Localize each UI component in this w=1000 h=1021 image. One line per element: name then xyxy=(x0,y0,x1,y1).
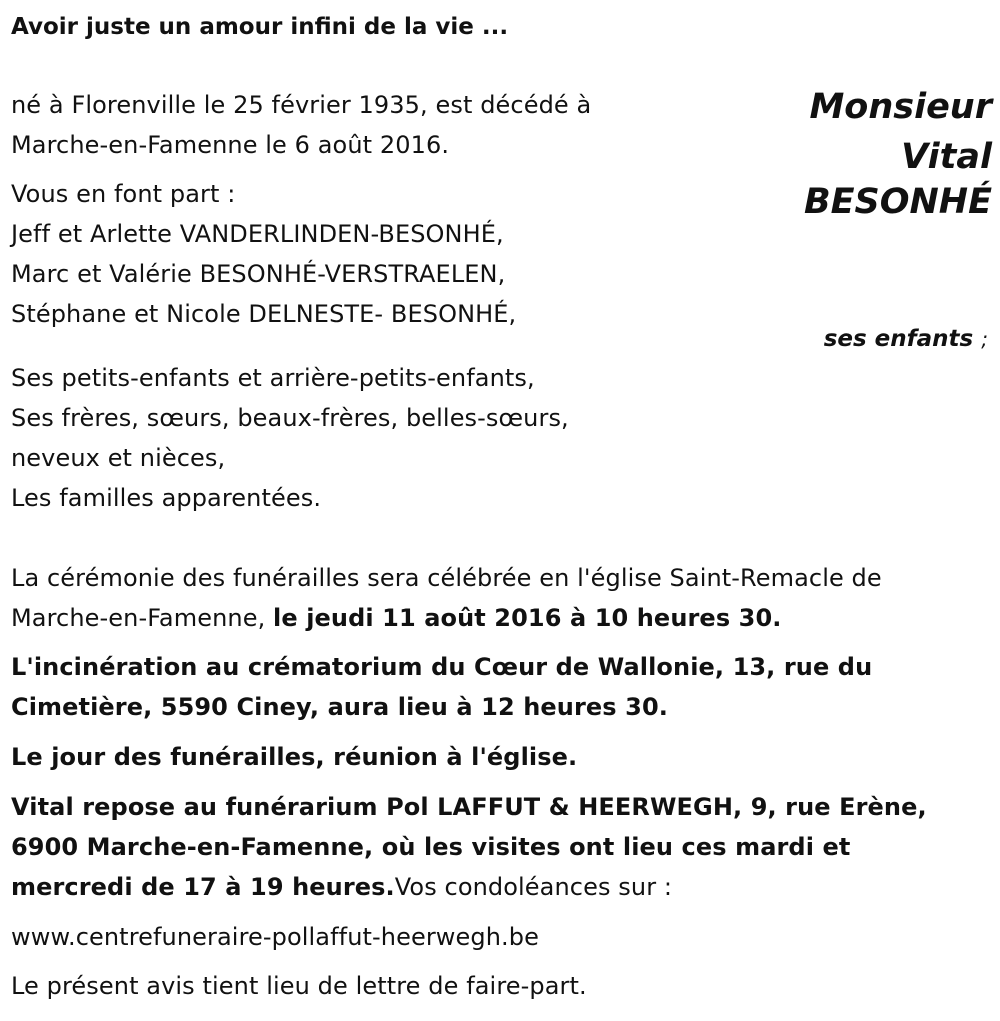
deceased-title: Monsieur xyxy=(809,87,992,127)
deceased-last-name: BESONHÉ xyxy=(803,182,992,222)
viewing-line-2: 6900 Marche-en-Famenne, où les visites ont lieu ces mardi et xyxy=(11,833,851,861)
ceremony-line-2 xyxy=(11,598,781,638)
viewing-line-1: Vital repose au funérarium Pol LAFFUT & HEERWEGH, 9, rue Erène, xyxy=(11,793,927,821)
viewing-line-3 xyxy=(11,867,672,907)
children-role-text: ses enfants xyxy=(823,326,974,352)
family-entry-4: Les familles apparentées. xyxy=(11,484,322,512)
child-entry-1: Jeff et Arlette VANDERLINDEN-BESONHÉ, xyxy=(11,220,504,248)
family-entry-1: Ses petits-enfants et arrière-petits-enfants, xyxy=(11,364,535,392)
ceremony-date: le jeudi 11 août 2016 à 10 heures 30. xyxy=(273,604,782,632)
viewing-hours: mercredi de 17 à 19 heures. xyxy=(11,873,395,901)
family-entry-3: neveux et nièces, xyxy=(11,444,226,472)
meeting-note: Le jour des funérailles, réunion à l'église. xyxy=(11,743,578,771)
announcement-intro: Vous en font part : xyxy=(11,180,236,208)
cremation-line-2: Cimetière, 5590 Ciney, aura lieu à 12 heures 30. xyxy=(11,693,668,721)
notice-heading: Avoir juste un amour infini de la vie ... xyxy=(11,14,509,40)
child-entry-3: Stéphane et Nicole DELNESTE- BESONHÉ, xyxy=(11,300,517,328)
closing-note: Le présent avis tient lieu de lettre de faire-part. xyxy=(11,972,587,1000)
ceremony-place: Marche-en-Famenne, xyxy=(11,604,274,632)
children-role-punct: ; xyxy=(981,327,988,351)
cremation-line-1: L'incinération au crématorium du Cœur de Wallonie, 13, rue du xyxy=(11,653,873,681)
family-entry-2: Ses frères, sœurs, beaux-frères, belles-sœurs, xyxy=(11,404,569,432)
child-entry-2: Marc et Valérie BESONHÉ-VERSTRAELEN, xyxy=(11,260,506,288)
children-role-label xyxy=(824,320,988,358)
condolences-intro: Vos condoléances sur : xyxy=(394,873,673,901)
ceremony-line-1: La cérémonie des funérailles sera célébrée en l'église Saint-Remacle de xyxy=(11,564,882,592)
birth-death-line-2: Marche-en-Famenne le 6 août 2016. xyxy=(11,131,450,159)
birth-death-line-1: né à Florenville le 25 février 1935, est décédé à xyxy=(11,91,592,119)
deceased-first-name: Vital xyxy=(901,137,992,177)
website-link[interactable]: www.centrefuneraire-pollaffut-heerwegh.be xyxy=(11,923,539,951)
